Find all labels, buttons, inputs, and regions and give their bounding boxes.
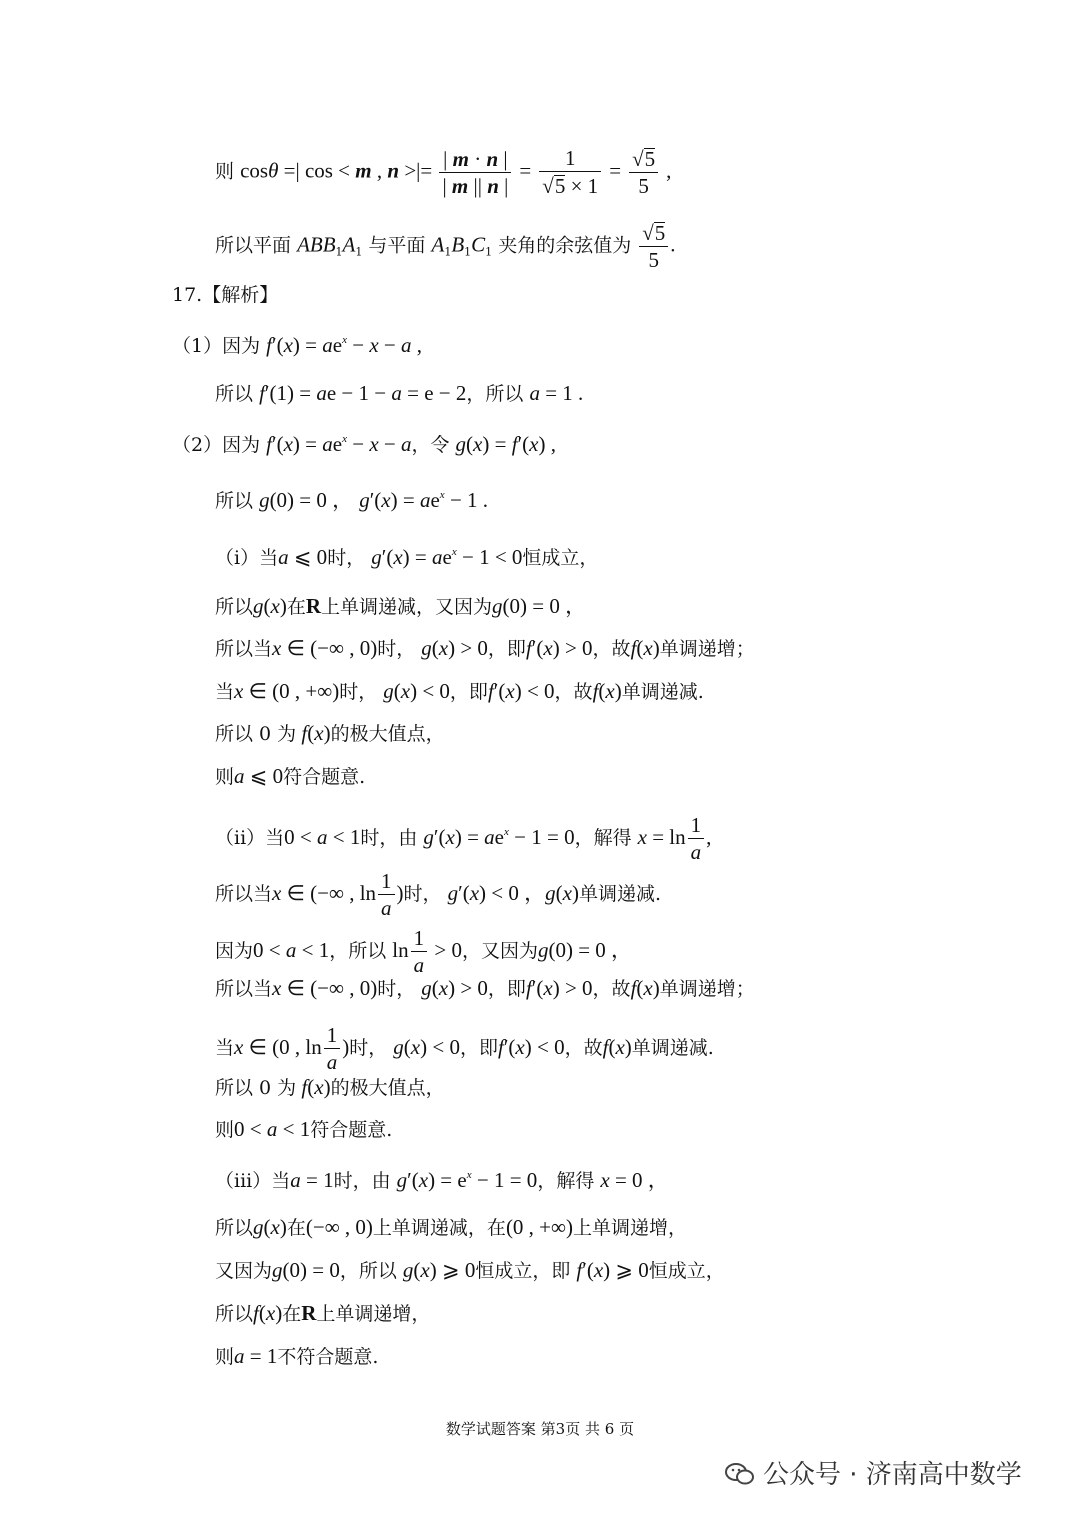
cos-line: 则 cosθ =| cos < m , n >|= $\frac{| m \cdot n |}{| m || n |}$ = $\frac{1}{√5 \times 1}$ = $\frac{√5}{5}$ , [215, 146, 672, 198]
text-ze: 则 [215, 160, 235, 183]
case-ii-l5: 当x ∈ (0 , ln $\frac{1}{a}$ )时， g(x) < 0，即f′(x) < 0，故f(x)单调递减. [215, 1023, 714, 1074]
case-i-l4: 当x ∈ (0 , +∞)时， g(x) < 0，即f′(x) < 0，故f(x)单调递减. [215, 679, 704, 703]
case-i-l2: 所以g(x)在R上单调递减，又因为g(0) = 0 ， [215, 594, 587, 618]
case-iii-l4: 所以f(x)在R上单调递增， [215, 1301, 431, 1325]
case-iii-l2: 所以g(x)在(−∞ , 0)上单调递减，在(0 , +∞)上单调递增， [215, 1215, 688, 1239]
p1-result: 所以 f′(1) = ae − 1 − a = e − 2，所以 a = 1 . [215, 381, 584, 405]
case-i-l3: 所以当x ∈ (−∞ , 0)时， g(x) > 0，即f′(x) > 0，故f(x)单调递增； [215, 636, 755, 660]
plane-angle-line: 所以平面 $ABB_1A_1$ 与平面 $A_1B_1C_1$ 夹角的余弦值为 $\frac{√5}{5}$ . [215, 221, 676, 272]
text-cosine: 夹角的余弦值为 [498, 234, 632, 257]
case-ii-l2: 所以当x ∈ (−∞ , ln $\frac{1}{a}$ )时， g′(x) < 0 ，g(x)单调递减. [215, 869, 661, 920]
case-i-l5: 所以 0 为 f(x)的极大值点， [215, 721, 445, 745]
q17-heading: 17.【解析】 [172, 284, 279, 306]
watermark-text: 公众号 · 济南高中数学 [763, 1460, 1022, 1490]
wechat-icon [725, 1462, 755, 1486]
case-ii-line: （ii）当0 < a < 1时，由 $g'(x) = ae^x - 1 = 0$，解得 x = ln $\frac{1}{a}$ , [215, 813, 712, 864]
text-plane: 所以平面 [215, 234, 292, 257]
watermark [725, 1454, 1022, 1491]
case-ii-l3: 因为0 < a < 1，所以 ln $\frac{1}{a}$ > 0，又因为g(0) = 0 ， [215, 926, 633, 977]
case-i-line: （i）当a ⩽ 0时， $g'(x) = ae^x - 1 < 0$恒成立， [215, 545, 599, 569]
p2-g0: 所以 g(0) = 0 ， $g'(x) = ae^x - 1$ . [215, 488, 489, 512]
p2-line: （2）因为 $f'(x) = ae^x - x - a$，令 g(x) = f′(x) , [172, 432, 556, 456]
case-iii-l3: 又因为g(0) = 0，所以 g(x) ⩾ 0恒成立，即 f′(x) ⩾ 0恒成立， [215, 1258, 725, 1282]
p1-line: （1）因为 $f'(x) = ae^x - x - a$ , [172, 333, 422, 357]
page-footer: 数学试题答案 第3页 共 6 页 [445, 1420, 635, 1438]
case-iii-l5: 则a = 1不符合题意. [215, 1344, 379, 1368]
case-ii-l7: 则0 < a < 1符合题意. [215, 1117, 393, 1141]
text-with-plane: 与平面 [368, 234, 426, 257]
case-iii-line: （iii）当a = 1时，由 $g'(x) = e^x - 1 = 0$，解得 x = 0 ， [215, 1168, 669, 1192]
case-i-l6: 则a ⩽ 0符合题意. [215, 764, 366, 788]
case-ii-l4: 所以当x ∈ (−∞ , 0)时， g(x) > 0，即f′(x) > 0，故f(x)单调递增； [215, 976, 755, 1000]
case-ii-l6: 所以 0 为 f(x)的极大值点， [215, 1075, 445, 1099]
